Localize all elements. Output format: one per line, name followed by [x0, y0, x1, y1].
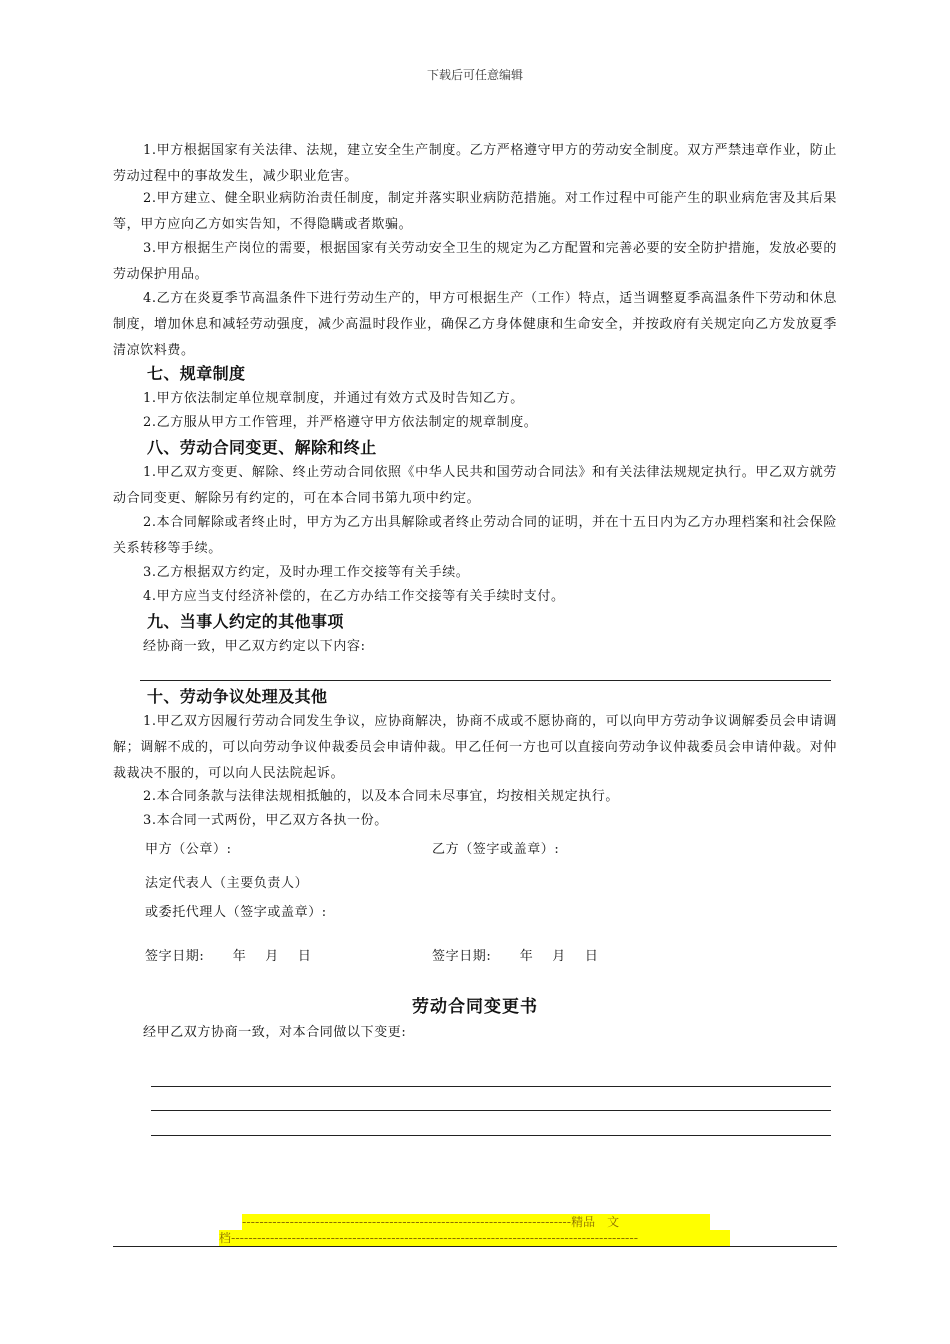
change-doc-title: 劳动合同变更书	[412, 997, 538, 1017]
footer-rule	[113, 1246, 837, 1247]
change-doc-intro: 经甲乙双方协商一致，对本合同做以下变更:	[143, 1025, 407, 1040]
section6-item-3: 3.甲方根据生产岗位的需要，根据国家有关劳动安全卫生的规定为乙方配置和完善必要的安全防护措施，发放必要的劳动保护用品。	[113, 241, 837, 282]
authorized-agent: 或委托代理人（签字或盖章）:	[145, 905, 327, 920]
legal-representative: 法定代表人（主要负责人）	[145, 876, 309, 891]
section7-item-1: 1.甲方依法制定单位规章制度，并通过有效方式及时告知乙方。	[143, 391, 524, 406]
section9-intro: 经协商一致，甲乙双方约定以下内容:	[143, 639, 366, 654]
section8-heading: 八、劳动合同变更、解除和终止	[147, 438, 377, 457]
change-fill-line-2	[151, 1110, 831, 1111]
sign-date-a: 签字日期: 年 月 日	[145, 949, 312, 964]
change-fill-line-3	[151, 1135, 831, 1136]
change-fill-line-1	[151, 1086, 831, 1087]
header-note: 下载后可任意编辑	[426, 68, 523, 82]
footer-highlight-line-1: ----------------------------------------------------------------------------精品 文	[242, 1214, 710, 1230]
section7-heading: 七、规章制度	[147, 364, 246, 383]
section9-fill-line	[140, 680, 831, 681]
section7-item-2: 2.乙方服从甲方工作管理，并严格遵守甲方依法制定的规章制度。	[143, 415, 538, 430]
section8-item-3: 3.乙方根据双方约定，及时办理工作交接等有关手续。	[143, 565, 470, 580]
section10-item-1: 1.甲乙双方因履行劳动合同发生争议，应协商解决，协商不成或不愿协商的，可以向甲方劳动争议调解委员会申请调解；调解不成的，可以向劳动争议仲裁委员会申请仲裁。甲乙任何一方也可以直接向劳动争议仲裁委员会申请仲裁。对仲裁裁决不服的，可以向人民法院起诉。	[113, 714, 837, 781]
party-a-seal: 甲方（公章）:	[145, 842, 232, 857]
sign-date-b: 签字日期: 年 月 日	[432, 949, 599, 964]
section10-item-2: 2.本合同条款与法律法规相抵触的，以及本合同未尽事宜，均按相关规定执行。	[143, 789, 620, 804]
section8-item-2: 2.本合同解除或者终止时，甲方为乙方出具解除或者终止劳动合同的证明，并在十五日内为乙方办理档案和社会保险关系转移等手续。	[113, 515, 837, 556]
section6-item-1: 1.甲方根据国家有关法律、法规，建立安全生产制度。乙方严格遵守甲方的劳动安全制度。双方严禁违章作业，防止劳动过程中的事故发生，减少职业危害。	[113, 143, 837, 184]
footer-highlight-line-2: 档----------------------------------------------------------------------------------------------	[219, 1230, 730, 1246]
section9-heading: 九、当事人约定的其他事项	[147, 612, 344, 631]
section10-heading: 十、劳动争议处理及其他	[147, 687, 328, 706]
section6-item-2: 2.甲方建立、健全职业病防治责任制度，制定并落实职业病防范措施。对工作过程中可能产生的职业病危害及其后果等，甲方应向乙方如实告知，不得隐瞒或者欺骗。	[113, 191, 837, 232]
section10-item-3: 3.本合同一式两份，甲乙双方各执一份。	[143, 813, 388, 828]
section6-item-4: 4.乙方在炎夏季节高温条件下进行劳动生产的，甲方可根据生产（工作）特点，适当调整夏季高温条件下劳动和休息制度，增加休息和减轻劳动强度，减少高温时段作业，确保乙方身体健康和生命安全，并按政府有关规定向乙方发放夏季清凉饮料费。	[113, 291, 837, 358]
section8-item-4: 4.甲方应当支付经济补偿的，在乙方办结工作交接等有关手续时支付。	[143, 589, 565, 604]
section8-item-1: 1.甲乙双方变更、解除、终止劳动合同依照《中华人民共和国劳动合同法》和有关法律法规规定执行。甲乙双方就劳动合同变更、解除另有约定的，可在本合同书第九项中约定。	[113, 465, 837, 506]
party-b-sign: 乙方（签字或盖章）:	[432, 842, 560, 857]
